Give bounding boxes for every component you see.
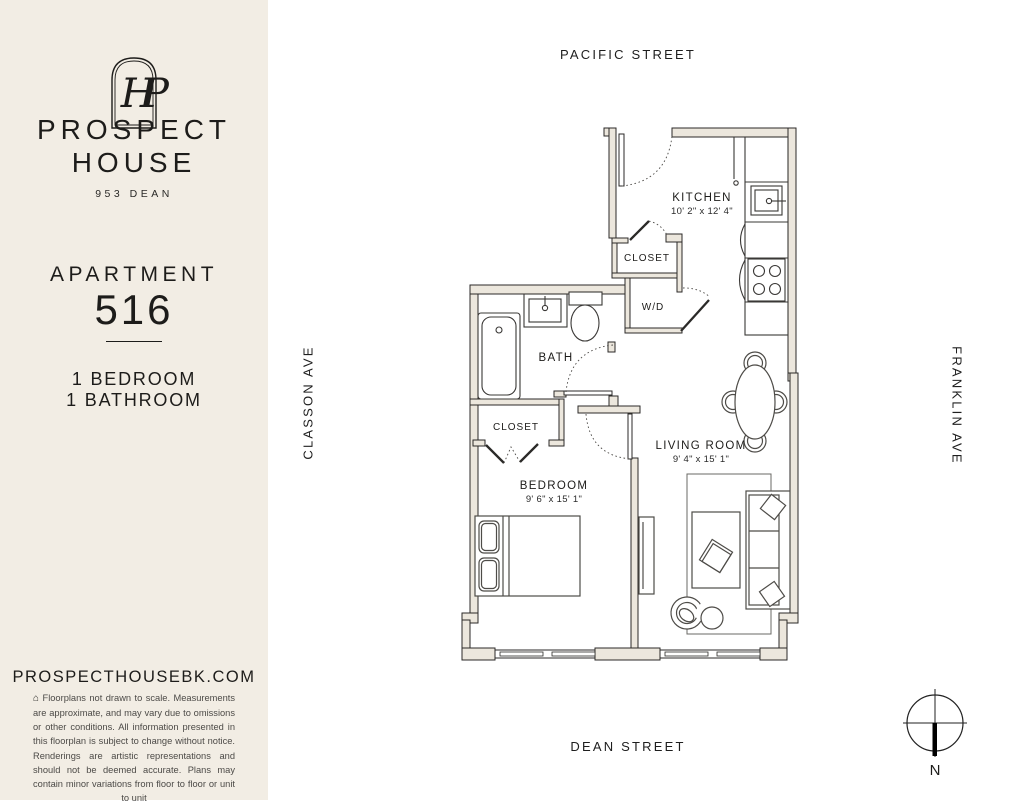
compass-needle xyxy=(933,723,938,756)
kitchen-fixtures xyxy=(734,137,788,335)
closet-door-swing xyxy=(504,447,520,463)
bathtub xyxy=(478,313,520,399)
dining-table xyxy=(735,365,775,439)
sofa xyxy=(746,491,790,609)
entry-door-swing xyxy=(622,136,672,186)
compass xyxy=(903,689,967,779)
entry-closet-label: CLOSET xyxy=(623,253,671,264)
wd-door-swing xyxy=(683,288,710,297)
wd-label: W/D xyxy=(641,302,665,313)
bed xyxy=(475,516,580,596)
street-label-pacific: PACIFIC STREET xyxy=(559,47,696,62)
bath-fixtures xyxy=(478,292,602,399)
bedroom-door-swing xyxy=(586,414,631,459)
bathroom-count: 1 BATHROOM xyxy=(66,390,202,410)
bedroom-door-leaf xyxy=(628,414,632,459)
fridge-door-arc xyxy=(741,224,746,256)
apartment-label: APARTMENT xyxy=(49,263,219,286)
bedroom-closet-label: CLOSET xyxy=(492,422,540,433)
kitchen-counter xyxy=(745,137,788,335)
kitchen-dims: 10' 2" x 12' 4" xyxy=(671,206,733,217)
entry-door-leaf xyxy=(619,134,624,186)
logo-monogram: HP xyxy=(120,71,156,117)
wd-door-leaf xyxy=(681,300,709,331)
living-room-furniture xyxy=(665,352,790,638)
kitchen-sink xyxy=(751,186,786,215)
media-console xyxy=(639,517,654,594)
cabinet-knob xyxy=(734,181,738,185)
stove xyxy=(748,259,785,301)
bedroom-label: BEDROOM xyxy=(519,480,589,492)
entry-closet-door-swing xyxy=(649,221,667,235)
bedroom-furniture xyxy=(475,516,654,596)
dining-set xyxy=(722,352,787,452)
street-label-franklin: FRANKLIN AVE xyxy=(949,346,965,465)
disclaimer-body: Floorplans not drawn to scale. Measurements are approximate, and may vary due to omissions or other conditions. All information presented in this floorplan is subject to change without notice. Renderings are artistic representations and should not be deemed accurate. Plans may contain minor variations from floor to floor or unit to unit xyxy=(33,693,235,803)
toilet xyxy=(569,292,602,341)
bath-label: BATH xyxy=(538,352,574,364)
kitchen-label: KITCHEN xyxy=(672,192,732,204)
bedroom-count: 1 BEDROOM xyxy=(71,369,197,389)
living-room-dims: 9' 4" x 15' 1" xyxy=(672,454,730,465)
living-room-label: LIVING ROOM xyxy=(655,440,747,452)
brand-name-line1: PROSPECT xyxy=(36,114,232,145)
coffee-table xyxy=(692,512,740,588)
side-table xyxy=(701,607,723,629)
brand-name-line2: HOUSE xyxy=(71,147,197,178)
bath-door-leaf xyxy=(564,391,612,395)
entry-closet-door-leaf xyxy=(630,221,649,240)
street-label-dean: DEAN STREET xyxy=(570,739,686,754)
closet-door-right-leaf xyxy=(520,444,538,462)
apartment-number: 516 xyxy=(94,286,174,333)
compass-north-label: N xyxy=(929,762,941,779)
website-url: PROSPECTHOUSEBK.COM xyxy=(12,668,256,686)
house-icon: ⌂ xyxy=(33,693,40,704)
bathroom-sink xyxy=(524,294,567,327)
street-label-classon: CLASSON AVE xyxy=(300,345,316,460)
closet-door-left-leaf xyxy=(486,445,504,463)
fridge-door-arc-2 xyxy=(740,260,746,300)
bedroom-dims: 9' 6" x 15' 1" xyxy=(525,494,583,505)
brand-address: 953 DEAN xyxy=(95,188,173,200)
